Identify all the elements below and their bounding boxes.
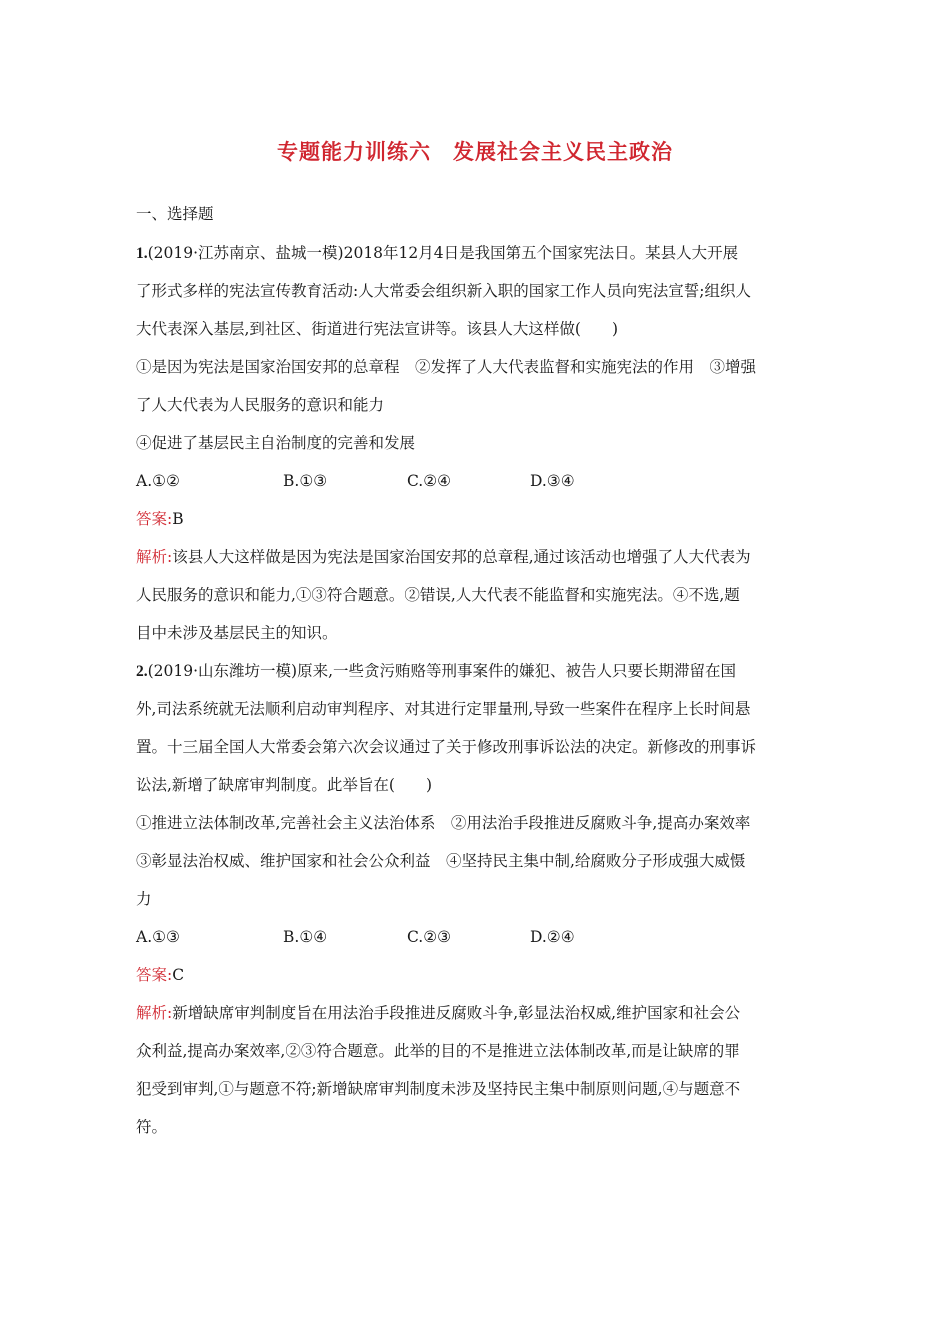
question-stem-line [136, 652, 816, 690]
question-stem-line: 外,司法系统就无法顺利启动审判程序、对其进行定罪量刑,导致一些案件在程序上长时间悬 [136, 700, 751, 718]
page-title: 专题能力训练六 发展社会主义民主政治 [277, 140, 673, 164]
statement-line: 力 [136, 890, 152, 908]
question-stem-line: 讼法,新增了缺席审判制度。此举旨在( ) [136, 776, 433, 794]
analysis-line: 目中未涉及基层民主的知识。 [136, 624, 338, 642]
analysis-text: 新增缺席审判制度旨在用法治手段推进反腐败斗争,彰显法治权威,维护国家和社会公 [172, 1004, 741, 1022]
option-a: A.①③ [136, 928, 180, 946]
analysis-label: 解析: [136, 1004, 173, 1022]
answer-options [136, 462, 816, 500]
analysis-line: 人民服务的意识和能力,①③符合题意。②错误,人大代表不能监督和实施宪法。④不选,题 [136, 586, 740, 604]
question-stem-line: 大代表深入基层,到社区、街道进行宪法宣讲等。该县人大这样做( ) [136, 320, 619, 338]
statement-line: ①推进立法体制改革,完善社会主义法治体系 ②用法治手段推进反腐败斗争,提高办案效率 [136, 814, 751, 832]
question-stem-line: 了形式多样的宪法宣传教育活动:人大常委会组织新入职的国家工作人员向宪法宣誓;组织人 [136, 282, 751, 300]
option-b: B.①④ [283, 928, 328, 946]
option-a: A.①② [136, 472, 180, 490]
statement-line: ①是因为宪法是国家治国安邦的总章程 ②发挥了人大代表监督和实施宪法的作用 ③增强 [136, 358, 757, 376]
analysis-line: 犯受到审判,①与题意不符;新增缺席审判制度未涉及坚持民主集中制原则问题,④与题意不 [136, 1080, 741, 1098]
analysis-line [136, 994, 816, 1032]
question-stem-line: 置。十三届全国人大常委会第六次会议通过了关于修改刑事诉讼法的决定。新修改的刑事诉 [136, 738, 757, 756]
question-stem-text: (2019·山东潍坊一模)原来,一些贪污贿赂等刑事案件的嫌犯、被告人只要长期滞留在国 [147, 662, 737, 680]
option-c: C.②④ [407, 472, 452, 490]
analysis-line [136, 538, 816, 576]
answer-label: 答案: [136, 966, 173, 984]
analysis-line: 符。 [136, 1118, 168, 1136]
answer-line [136, 500, 816, 538]
option-d: D.②④ [530, 928, 575, 946]
option-c: C.②③ [407, 928, 452, 946]
option-d: D.③④ [530, 472, 575, 490]
statement-line: 了人大代表为人民服务的意识和能力 [136, 396, 385, 414]
question-number: 2. [136, 663, 148, 680]
answer-label: 答案: [136, 510, 173, 528]
question-number: 1. [136, 245, 148, 262]
question-2 [136, 652, 816, 1146]
document-body [136, 198, 816, 1146]
question-stem-text: (2019·江苏南京、盐城一模)2018年12月4日是我国第五个国家宪法日。某县人大开展 [147, 244, 739, 262]
answer-options [136, 918, 816, 956]
statement-line: ④促进了基层民主自治制度的完善和发展 [136, 434, 416, 452]
question-1 [136, 234, 816, 652]
statement-line: ③彰显法治权威、维护国家和社会公众利益 ④坚持民主集中制,给腐败分子形成强大威慑 [136, 852, 746, 870]
answer-line [136, 956, 816, 994]
question-stem-line [136, 234, 816, 272]
section-heading: 一、选择题 [136, 205, 214, 223]
option-b: B.①③ [283, 472, 328, 490]
answer-value: C [172, 966, 185, 984]
analysis-line: 众利益,提高办案效率,②③符合题意。此举的目的不是推进立法体制改革,而是让缺席的罪 [136, 1042, 740, 1060]
analysis-text: 该县人大这样做是因为宪法是国家治国安邦的总章程,通过该活动也增强了人大代表为 [172, 548, 751, 566]
answer-value: B [172, 510, 184, 528]
analysis-label: 解析: [136, 548, 173, 566]
